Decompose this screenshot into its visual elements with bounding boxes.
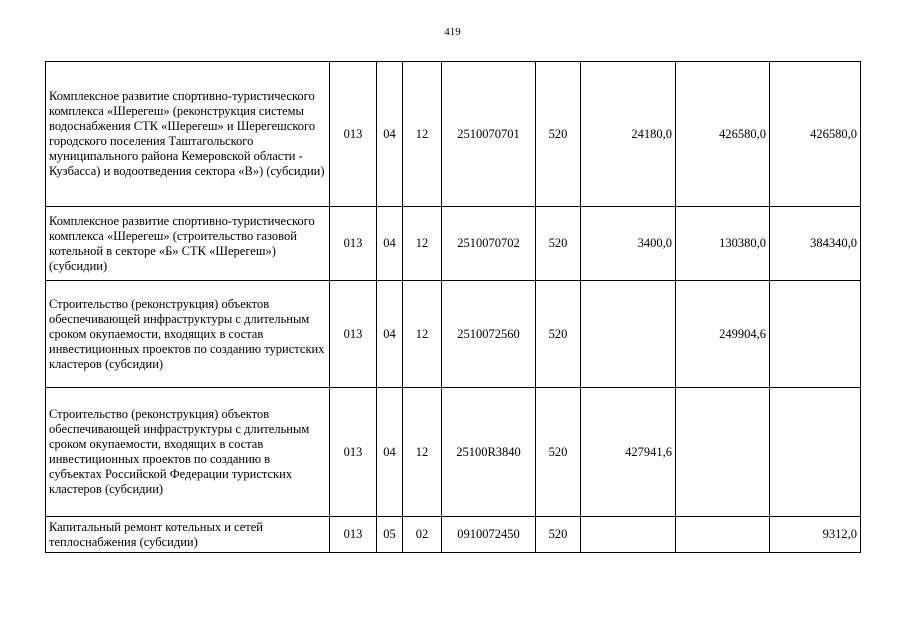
target-code: 2510072560: [442, 281, 536, 388]
subsection-code: 12: [403, 62, 442, 207]
row-name: Строительство (реконструкция) объектов обеспечивающей инфраструктуры с длительным сроком окупаемости, входящих в состав инвестиционных проектов по созданию туристских кластеров (субсидии): [46, 281, 330, 388]
amount-3: [770, 281, 861, 388]
amount-3: 426580,0: [770, 62, 861, 207]
section-code: 04: [377, 62, 403, 207]
row-name: Комплексное развитие спортивно-туристического комплекса «Шерегеш» (строительство газовой котельной в секторе «Б» СТК «Шерегеш») (субсидии): [46, 207, 330, 281]
amount-1: 24180,0: [581, 62, 676, 207]
expense-type-code: 520: [536, 207, 581, 281]
section-code: 04: [377, 207, 403, 281]
amount-2: [676, 517, 770, 553]
ministry-code: 013: [330, 207, 377, 281]
section-code: 04: [377, 388, 403, 517]
amount-2: 130380,0: [676, 207, 770, 281]
expense-type-code: 520: [536, 388, 581, 517]
target-code: 25100R3840: [442, 388, 536, 517]
row-name: Капитальный ремонт котельных и сетей теплоснабжения (субсидии): [46, 517, 330, 553]
table-row: [46, 207, 861, 281]
table-row: [46, 517, 861, 553]
amount-2: 249904,6: [676, 281, 770, 388]
ministry-code: 013: [330, 388, 377, 517]
row-name: Строительство (реконструкция) объектов обеспечивающей инфраструктуры с длительным сроком окупаемости, входящих в состав инвестиционных проектов по созданию в субъектах Российской Федерации туристских кластеров (субсидии): [46, 388, 330, 517]
section-code: 05: [377, 517, 403, 553]
target-code: 2510070702: [442, 207, 536, 281]
expense-type-code: 520: [536, 281, 581, 388]
amount-1: 427941,6: [581, 388, 676, 517]
table-row: [46, 62, 861, 207]
subsection-code: 12: [403, 388, 442, 517]
amount-1: 3400,0: [581, 207, 676, 281]
amount-3: [770, 388, 861, 517]
section-code: 04: [377, 281, 403, 388]
ministry-code: 013: [330, 281, 377, 388]
page-number: 419: [444, 26, 461, 38]
amount-2: [676, 388, 770, 517]
subsection-code: 12: [403, 207, 442, 281]
amount-3: 384340,0: [770, 207, 861, 281]
target-code: 2510070701: [442, 62, 536, 207]
amount-2: 426580,0: [676, 62, 770, 207]
ministry-code: 013: [330, 517, 377, 553]
budget-table: [45, 61, 861, 553]
subsection-code: 12: [403, 281, 442, 388]
table-row: [46, 281, 861, 388]
target-code: 0910072450: [442, 517, 536, 553]
ministry-code: 013: [330, 62, 377, 207]
expense-type-code: 520: [536, 517, 581, 553]
row-name: Комплексное развитие спортивно-туристического комплекса «Шерегеш» (реконструкция системы водоснабжения СТК «Шерегеш» и Шерегешского городского поселения Таштагольского муниципального района Кемеровской области - Кузбасса) и водоотведения сектора «В») (субсидии): [46, 62, 330, 207]
subsection-code: 02: [403, 517, 442, 553]
amount-1: [581, 517, 676, 553]
amount-1: [581, 281, 676, 388]
table-row: [46, 388, 861, 517]
expense-type-code: 520: [536, 62, 581, 207]
amount-3: 9312,0: [770, 517, 861, 553]
